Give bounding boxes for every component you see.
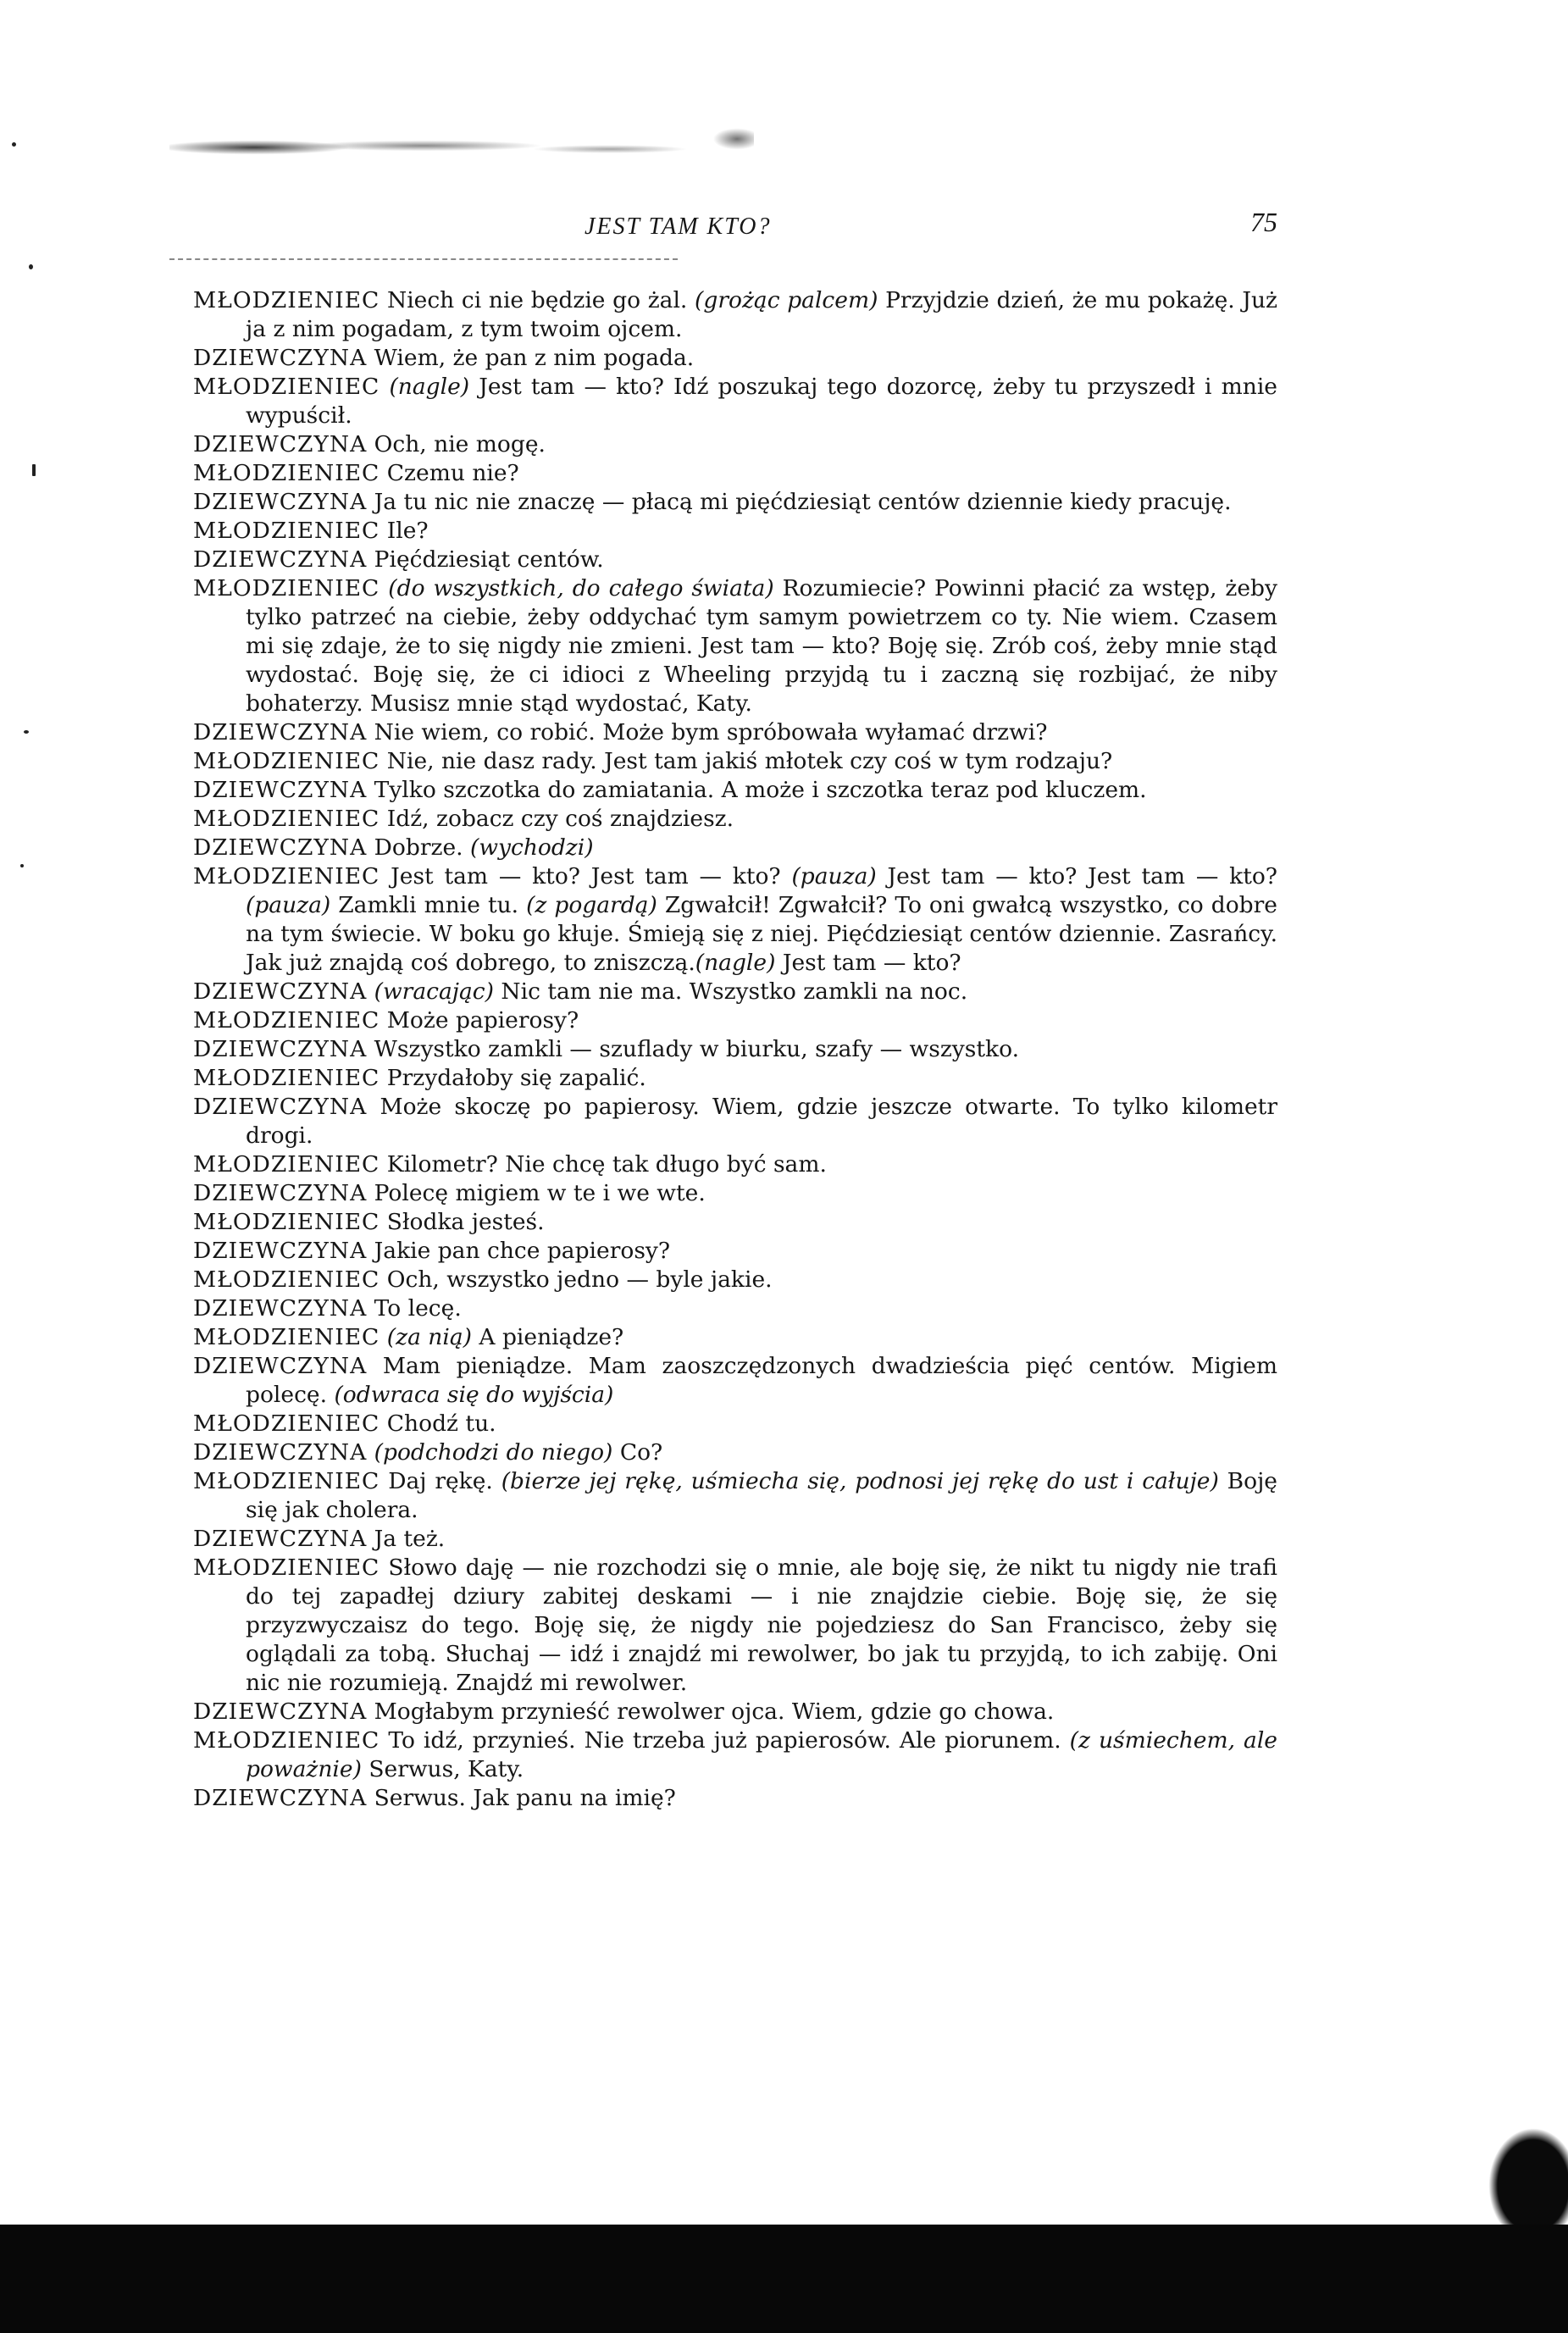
speaker-name: DZIEWCZYNA <box>193 1238 368 1264</box>
header-rule <box>169 258 678 260</box>
dialogue-line <box>193 1266 1277 1294</box>
dialogue-line <box>193 718 1277 747</box>
spoken-line: Może papierosy? <box>386 1007 579 1034</box>
dialogue-line <box>193 1294 1277 1323</box>
dialogue-line <box>193 747 1277 776</box>
speaker-name: MŁODZIENIEC <box>193 1065 380 1091</box>
page-number: 75 <box>1250 207 1277 237</box>
spoken-line: Tylko szczotka do zamiatania. A może i szczotka teraz pod kluczem. <box>374 777 1147 803</box>
dialogue-line <box>193 1410 1277 1438</box>
spoken-line: Serwus, Katy. <box>361 1756 524 1782</box>
speaker-name: DZIEWCZYNA <box>193 345 368 371</box>
stage-direction: (z uśmiechem, ale poważnie) <box>246 1727 1277 1782</box>
spoken-line: Jakie pan chce papierosy? <box>374 1238 671 1264</box>
speaker-name: MŁODZIENIEC <box>193 374 380 400</box>
dialogue-line <box>193 1006 1277 1035</box>
speaker-name: MŁODZIENIEC <box>193 1410 380 1437</box>
spoken-line: Idź, zobacz czy coś znajdziesz. <box>386 806 734 832</box>
speaker-name: MŁODZIENIEC <box>193 1554 380 1581</box>
speaker-name: MŁODZIENIEC <box>193 1468 380 1494</box>
dialogue-line <box>193 1150 1277 1179</box>
scan-speck <box>12 142 16 147</box>
dialogue-line <box>193 1179 1277 1208</box>
dialogue-line <box>193 1467 1277 1525</box>
speaker-name: DZIEWCZYNA <box>193 1094 368 1120</box>
dialogue-line <box>193 488 1277 517</box>
spoken-line: Polecę migiem w te i we wte. <box>374 1180 706 1206</box>
dialogue-line <box>193 344 1277 373</box>
stage-direction: (pauza) <box>246 892 331 918</box>
spoken-line: To lecę. <box>374 1295 462 1322</box>
spoken-line: Chodź tu. <box>386 1410 496 1437</box>
dialogue-line <box>193 574 1277 718</box>
dialogue-line <box>193 776 1277 805</box>
spoken-line: Niech ci nie będzie go żal. <box>387 287 695 313</box>
dialogue-line <box>193 1323 1277 1352</box>
speaker-name: DZIEWCZYNA <box>193 1439 368 1466</box>
dialogue-line <box>193 1554 1277 1698</box>
dialogue-line <box>193 430 1277 459</box>
spoken-line: To idź, przynieś. Nie trzeba już papierosów. Ale piorunem. <box>388 1727 1070 1754</box>
spoken-line: A pieniądze? <box>471 1324 624 1350</box>
stage-direction: (bierze jej rękę, uśmiecha się, podnosi jej rękę do ust i całuje) <box>501 1468 1219 1494</box>
spoken-line: Czemu nie? <box>386 460 519 486</box>
spoken-line: Serwus. Jak panu na imię? <box>374 1785 676 1811</box>
scan-speck <box>32 464 36 476</box>
dialogue-line <box>193 1525 1277 1554</box>
dialogue-line <box>193 1208 1277 1237</box>
spoken-line: Dobrze. <box>374 834 470 861</box>
scan-speck <box>24 730 29 734</box>
speaker-name: MŁODZIENIEC <box>193 575 380 601</box>
dialogue-line <box>193 286 1277 344</box>
dialogue-line <box>193 1438 1277 1467</box>
spoken-line: Ile? <box>386 518 429 544</box>
speaker-name: MŁODZIENIEC <box>193 287 380 313</box>
speaker-name: MŁODZIENIEC <box>193 1209 380 1235</box>
stage-direction: (nagle) <box>695 950 776 976</box>
spoken-line: Co? <box>612 1439 663 1466</box>
dialogue-line <box>193 1093 1277 1150</box>
dialogue-line <box>193 1698 1277 1726</box>
dialogue-line <box>193 1064 1277 1093</box>
speaker-name: MŁODZIENIEC <box>193 1007 380 1034</box>
stage-direction: (odwraca się do wyjścia) <box>334 1382 614 1408</box>
spoken-line: Ja tu nic nie znaczę — płacą mi pięćdziesiąt centów dziennie kiedy pracuję. <box>374 489 1232 515</box>
speaker-name: DZIEWCZYNA <box>193 1698 368 1725</box>
dialogue-line <box>193 1035 1277 1064</box>
stage-direction: (za nią) <box>386 1324 472 1350</box>
speaker-name: DZIEWCZYNA <box>193 431 368 457</box>
speaker-name: DZIEWCZYNA <box>193 1353 368 1379</box>
spoken-line: Jest tam — kto? <box>775 950 961 976</box>
spoken-line: Och, nie mogę. <box>374 431 546 457</box>
speaker-name: MŁODZIENIEC <box>193 1727 380 1754</box>
dialogue-text <box>193 286 1277 1813</box>
scan-blot <box>1440 2109 1568 2228</box>
scan-speck <box>29 264 33 269</box>
dialogue-line <box>193 1726 1277 1784</box>
stage-direction: (do wszystkich, do całego świata) <box>388 575 774 601</box>
spoken-line: Jest tam — kto? Jest tam — kto? <box>876 863 1278 889</box>
speaker-name: MŁODZIENIEC <box>193 1266 380 1293</box>
speaker-name: MŁODZIENIEC <box>193 1324 380 1350</box>
dialogue-line <box>193 1237 1277 1266</box>
dialogue-line <box>193 1352 1277 1410</box>
speaker-name: DZIEWCZYNA <box>193 1036 368 1062</box>
spoken-line: Przydałoby się zapalić. <box>386 1065 646 1091</box>
spoken-line: Nie, nie dasz rady. Jest tam jakiś młotek czy coś w tym rodzaju? <box>386 748 1113 774</box>
spoken-line: Zamkli mnie tu. <box>330 892 527 918</box>
spoken-line: Wiem, że pan z nim pogada. <box>374 345 695 371</box>
dialogue-line <box>193 834 1277 862</box>
spoken-line: Nie wiem, co robić. Może bym spróbowała wyłamać drzwi? <box>374 719 1048 745</box>
spoken-line: Nic tam nie ma. Wszystko zamkli na noc. <box>493 978 968 1005</box>
scan-noise-top <box>169 112 754 163</box>
dialogue-line <box>193 805 1277 834</box>
speaker-name: DZIEWCZYNA <box>193 1526 368 1552</box>
spoken-line: Wszystko zamkli — szuflady w biurku, szafy — wszystko. <box>374 1036 1019 1062</box>
stage-direction: (podchodzi do niego) <box>374 1439 613 1466</box>
speaker-name: DZIEWCZYNA <box>193 978 368 1005</box>
speaker-name: MŁODZIENIEC <box>193 863 380 889</box>
dialogue-line <box>193 546 1277 574</box>
stage-direction: (pauza) <box>791 863 877 889</box>
scan-border-bottom <box>0 2225 1568 2333</box>
speaker-name: DZIEWCZYNA <box>193 719 368 745</box>
stage-direction: (z pogardą) <box>526 892 657 918</box>
spoken-line: Pięćdziesiąt centów. <box>374 546 604 573</box>
speaker-name: DZIEWCZYNA <box>193 834 368 861</box>
dialogue-line <box>193 1784 1277 1813</box>
spoken-line: Może skoczę po papierosy. Wiem, gdzie jeszcze otwarte. To tylko kilometr drogi. <box>246 1094 1277 1149</box>
speaker-name: MŁODZIENIEC <box>193 748 380 774</box>
scan-speck <box>20 864 24 867</box>
spoken-line: Zgwałcił! Zgwałcił? To oni gwałcą wszystko, co dobre na tym świecie. W boku go kłuje. Śmieją się z niej. Pięćdziesiąt centów dziennie. Zasrańcy. Jak już znajdą coś dobrego, to zniszczą. <box>246 892 1277 976</box>
spoken-line: Mogłabym przynieść rewolwer ojca. Wiem, gdzie go chowa. <box>374 1698 1055 1725</box>
stage-direction: (nagle) <box>389 374 470 400</box>
stage-direction: (wychodzi) <box>469 834 594 861</box>
spoken-line: Jest tam — kto? Idź poszukaj tego dozorcę, żeby tu przyszedł i mnie wypuścił. <box>246 374 1277 429</box>
spoken-line: Daj rękę. <box>388 1468 501 1494</box>
dialogue-line <box>193 373 1277 430</box>
speaker-name: DZIEWCZYNA <box>193 489 368 515</box>
spoken-line: Jest tam — kto? Jest tam — kto? <box>391 863 792 889</box>
running-header-title: JEST TAM KTO? <box>585 213 772 240</box>
spoken-line: Przyjdzie dzień, że mu pokażę. Już ja z nim pogadam, z tym twoim ojcem. <box>246 287 1277 342</box>
spoken-line: Mam pieniądze. Mam zaoszczędzonych dwadzieścia pięć centów. Migiem polecę. <box>246 1353 1277 1408</box>
spoken-line: Rozumiecie? Powinni płacić za wstęp, żeby tylko patrzeć na ciebie, żeby oddychać tym samym powietrzem co ty. Nie wiem. Czasem mi się zdaje, że to się nigdy nie zmieni. Jest tam — kto? Boję się. Zrób coś, żeby mnie stąd wydostać. Boję się, że ci idioci z Wheeling przyjdą tu i zaczną się rozbijać, że niby bohaterzy. Musisz mnie stąd wydostać, Katy. <box>246 575 1277 717</box>
dialogue-line <box>193 862 1277 978</box>
stage-direction: (wracając) <box>374 978 494 1005</box>
spoken-line: Słowo daję — nie rozchodzi się o mnie, ale boję się, że nikt tu nigdy nie trafi do tej zapadłej dziury zabitej deskami — i nie znajdzie ciebie. Boję się, że się przyzwyczaisz do tego. Boję się, że nigdy nie pojedziesz do San Francisco, żeby się oglądali za tobą. Słuchaj — idź i znajdź mi rewolwer, bo jak tu przyjdą, to ich zabiję. Oni nic nie rozumieją. Znajdź mi rewolwer. <box>246 1554 1277 1696</box>
speaker-name: MŁODZIENIEC <box>193 460 380 486</box>
spoken-line: Och, wszystko jedno — byle jakie. <box>386 1266 773 1293</box>
speaker-name: MŁODZIENIEC <box>193 518 380 544</box>
dialogue-line <box>193 978 1277 1006</box>
spoken-line: Kilometr? Nie chcę tak długo być sam. <box>386 1151 827 1178</box>
speaker-name: DZIEWCZYNA <box>193 546 368 573</box>
speaker-name: DZIEWCZYNA <box>193 1785 368 1811</box>
stage-direction: (grożąc palcem) <box>695 287 878 313</box>
speaker-name: MŁODZIENIEC <box>193 806 380 832</box>
spoken-line: Słodka jesteś. <box>386 1209 545 1235</box>
speaker-name: DZIEWCZYNA <box>193 777 368 803</box>
speaker-name: DZIEWCZYNA <box>193 1180 368 1206</box>
dialogue-line <box>193 517 1277 546</box>
spoken-line: Boję się jak cholera. <box>246 1468 1277 1523</box>
spoken-line: Ja też. <box>374 1526 446 1552</box>
speaker-name: DZIEWCZYNA <box>193 1295 368 1322</box>
dialogue-line <box>193 459 1277 488</box>
speaker-name: MŁODZIENIEC <box>193 1151 380 1178</box>
